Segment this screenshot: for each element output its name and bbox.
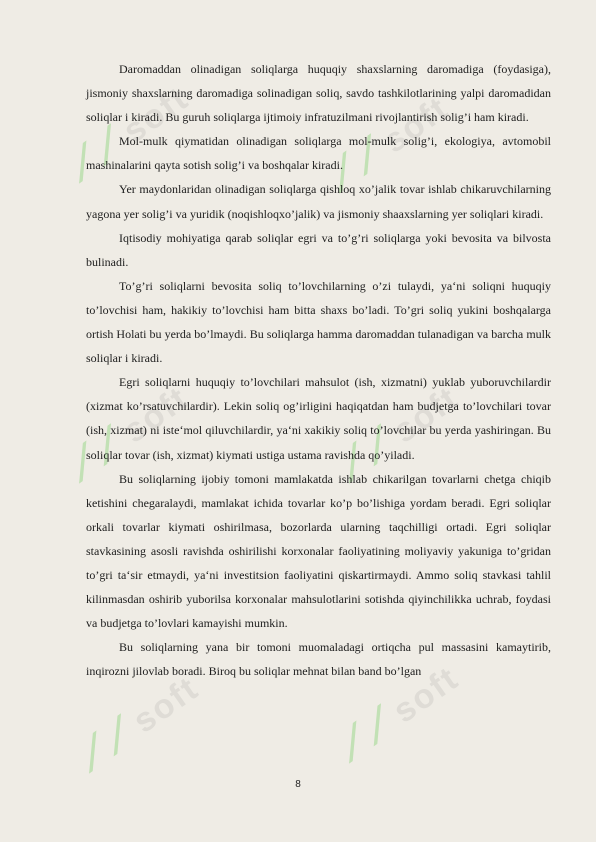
watermark-text: soft — [116, 379, 196, 451]
paragraph: Yer maydonlaridan olinadigan soliqlarga qishloq xo’jalik tovar ishlab chikaruvchilarning yagona yer solig’i va yuridik (noqishloqxo’jalik) va jismoniy shaaxslarning yer soliqlari kiradi. — [86, 182, 551, 221]
paragraph: Bu soliqlarning ijobiy tomoni mamlakatda ishlab chikarilgan tovarlarni chetga chiqib ketishini chegaralaydi, mamlakat ichida tovarlar ko’p bo’lishiga yordam beradi. Egri soliqlar orkali tovarlar kiymati oshirilmasa, bozorlarda ularning taqchilligi ortadi. Egri soliqlar stavkasining asosli ravishda oshirilishi korxonalar faoliyatining moliyaviy yakuniga to’gridan to’gri ta‘sir etmaydi, ya‘ni investitsion faoliyatini qiskartirmaydi. Ammo soliq stavkasi tahlil kilinmasdan oshirib yuborilsa korxonalar mahsulotlarini sotishda qiyinchilikka uchrab, foydasi va budjetga to’lovlari kamayishi mumkin. — [86, 471, 551, 631]
watermark-logo-icon: ⟋⟋ — [329, 698, 404, 770]
watermark-text: soft — [386, 379, 466, 451]
paragraph: Daromaddan olinadigan soliqlarga huquqiy shaxslarning daromadiga (foydasiga), jismoniy shaxslarning daromadiga solinadigan soliq, savdo tashkilotlarining yalpi daromadidan soliqlar i kiradi. Bu guruh soliqlarga ijtimoiy infratuzilmani rivojlantirish solig’i ham kiradi. — [86, 62, 551, 125]
paragraph: To’g’ri soliqlarni bevosita soliq to’lovchilarning o’zi tulaydi, ya‘ni soliqni huquqiy to’lovchisi ham, hakikiy to’lovchisi ham bitta shaxs bo’ladi. To’gri soliq yukini boshqalarga ortish Holati bu yerda bo’lmaydi. Bu soliqlarga hamma daromaddan tulanadigan va barcha mulk soliqlar i kiradi. — [86, 278, 551, 366]
watermark-logo-icon: ⟋⟋ — [319, 128, 394, 200]
paragraph: Bu soliqlarning yana bir tomoni muomaladagi ortiqcha pul massasini kamaytirib, inqirozni jilovlab boradi. Biroq bu soliqlar mehnat bilan band bo’lgan — [86, 640, 551, 679]
watermark-logo-icon: ⟋⟋ — [59, 418, 134, 490]
paragraph: Iqtisodiy mohiyatiga qarab soliqlar egri va to’g’ri soliqlarga yoki bevosita va bilvosta bulinadi. — [86, 230, 551, 269]
watermark-logo-icon: ⟋⟋ — [69, 708, 144, 780]
watermark-text: soft — [376, 89, 456, 161]
page-number: 8 — [295, 779, 301, 790]
paragraph: Egri soliqlarni huquqiy to’lovchilari mahsulot (ish, xizmatni) yuklab yuboruvchilardir (xizmat ko’rsatuvchilardir). Lekin soliq og’irligini haqiqatdan ham budjetga to’lovchilari tovar (ish, xizmat) ni iste‘mol qiluvchilardir, ya‘ni xakikiy soliq to’lovchilar bu yerda yashiringan. Bu soliqlar tovar (ish, xizmat) kiymati ustiga ustama ravishda qo’yiladi. — [86, 375, 551, 462]
watermark-text: soft — [126, 669, 206, 741]
watermark-logo-icon: ⟋⟋ — [329, 418, 404, 490]
watermark-text: soft — [116, 79, 196, 151]
watermark-logo-icon: ⟋⟋ — [59, 118, 134, 190]
paragraph: Mol-mulk qiymatidan olinadigan soliqlarga mol-mulk solig’i, ekologiya, avtomobil mashinalarini qayta sotish solig’i va boshqalar kiradi. — [86, 134, 551, 173]
body-text — [86, 57, 551, 683]
watermark-text: soft — [386, 659, 466, 731]
